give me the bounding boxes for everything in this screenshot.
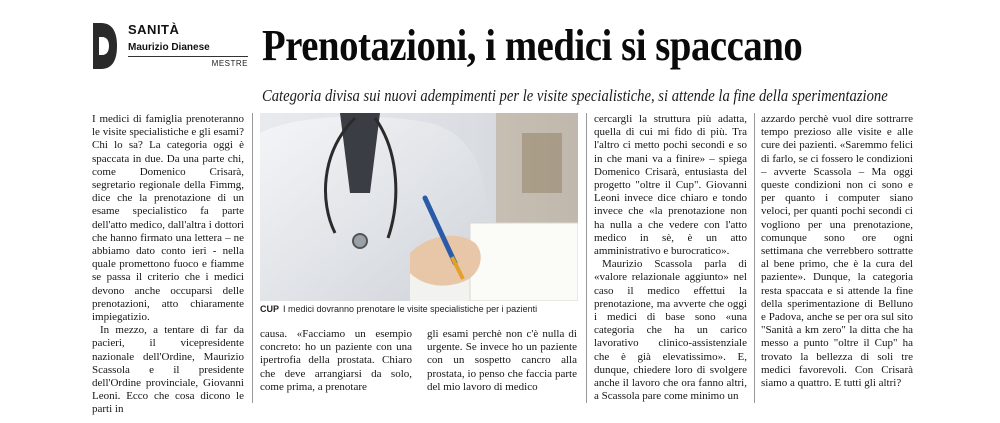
paragraph: In mezzo, a tentare di far da pacieri, il vicepresidente nazionale dell'Ordine, Maurizio Scassola e il presidente dell'Ordine provinciale, Giovanni Leoni. Ecco che cosa dicono le parti in [92, 324, 244, 416]
column-divider [252, 113, 253, 403]
article-column-1 [92, 113, 244, 417]
article-column-5 [761, 113, 913, 390]
column-divider [754, 113, 755, 403]
dateline-place: MESTRE [211, 59, 248, 68]
article-headline: Prenotazioni, i medici si spaccano [262, 21, 803, 70]
paragraph: gli esami perchè non c'è nulla di urgente. Se invece ho un paziente con un sospetto cancro alla prostata, io penso che faccia parte del mio lavoro di medico [427, 328, 577, 393]
article-photo [260, 113, 578, 301]
newspaper-logo-icon [93, 23, 117, 69]
column-divider [586, 113, 587, 403]
paragraph: cercargli la struttura più adatta, quella di cui mi fido di più. Tra l'altro ci metto pochi secondi e so in che mani va a finire» – spiega Domenico Crisarà, entusiasta del progetto "oltre il Cup". Giovanni Leoni invece dice chiaro e tondo invece che «la prenotazione non ha nulla a che vedere con l'atto medico in sè, è un atto amministrativo e burocratico». [594, 113, 747, 258]
article-column-2 [260, 328, 412, 394]
section-label: SANITÀ [128, 22, 180, 37]
caption-text: I medici dovranno prenotare le visite specialistiche per i pazienti [283, 304, 538, 314]
paragraph: azzardo perchè vuol dire sottrarre tempo prezioso alle visite e alle cure dei pazienti. «Saremmo felici di farlo, se ci fossero le condizioni – avverte Scassola – Ma oggi queste condizioni non ci sono e per quanto i computer siano veloci, per quanti pochi secondi ci vogliono per una prenotazione, comunque sono ore ogni settimana che verrebbero sottratte al bene primo, che è la cura del paziente». Dunque, la categoria resta spaccata e si attende la fine della sperimentazione di Belluno e Padova, anche se per ora sul sito "Sanità a km zero" la ditta che ha messo a punto "oltre il Cup" ha trovato la bellezza di soli tre medici favorevoli. Con Crisarà siamo a quattro. E tutti gli altri? [761, 113, 913, 390]
doctor-writing-photo-image [260, 113, 578, 301]
photo-caption [260, 304, 578, 315]
caption-tag: CUP [260, 304, 280, 314]
article-column-3 [427, 328, 577, 394]
article-subheadline: Categoria divisa sui nuovi adempimenti per le visite specialistiche, si attende la fine della sperimentazione [262, 86, 888, 105]
paragraph: causa. «Facciamo un esempio concreto: ho un paziente con una ipertrofia della prostata. Chiaro che deve arrangiarsi da solo, come prima, a prenotare [260, 328, 412, 393]
paragraph: Maurizio Scassola parla di «valore relazionale aggiunto» nel caso il medico effettui la prenotazione, ma avverte che oggi i medici di base sono «una categoria che ha un carico lavorativo clinico-assistenziale che è già elevatissimo». E, dunque, chiedere loro di svolgere anche il lavoro che ora fanno altri, a Scassola pare come minimo un [594, 258, 747, 403]
author-byline: Maurizio Dianese [128, 42, 248, 57]
paragraph: I medici di famiglia prenoteranno le visite specialistiche e gli esami? Chi lo sa? La categoria oggi è spaccata in due. Da una parte chi, come Domenico Crisarà, segretario regionale della Fimmg, dice che la prenotazione di un esame specialistico fa parte dell'atto medico, dall'altra i dottori che hanno firmato una lettera – ne abbiamo dato conto ieri - nella quale promettono fuoco e fiamme se passa il criterio che i medici devono anche occuparsi delle prenotazioni, atto chiaramente impiegatizio. [92, 113, 244, 324]
article-column-4 [594, 113, 747, 403]
